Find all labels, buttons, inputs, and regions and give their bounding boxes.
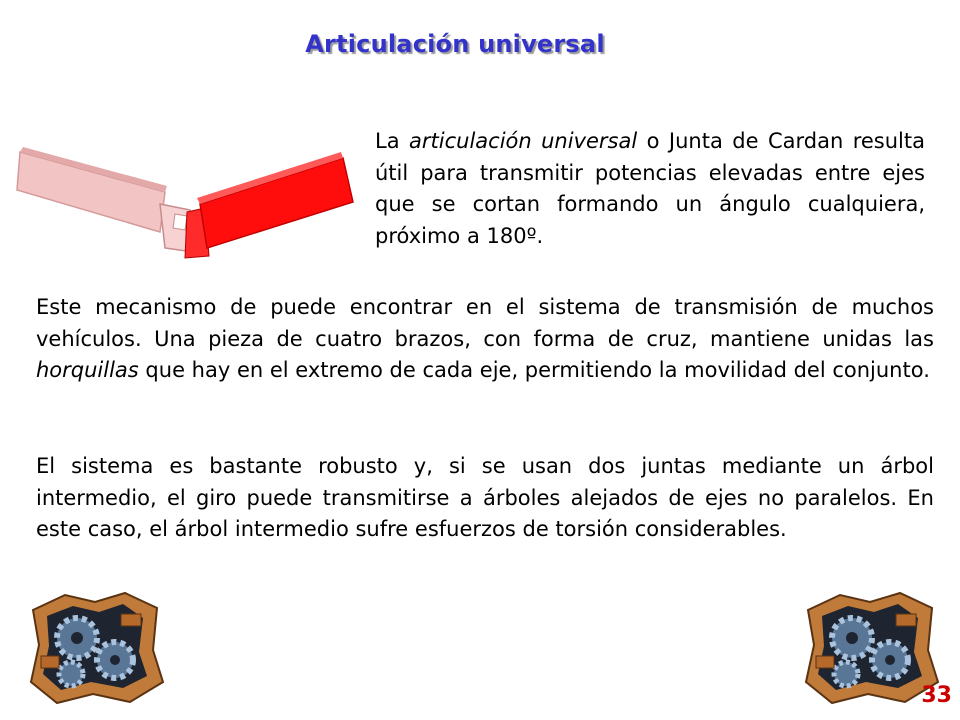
page-number: 33 [921, 683, 952, 708]
system-paragraph: El sistema es bastante robusto y, si se usan dos juntas mediante un árbol intermedio, el giro puede transmitirse a árboles alejados de ejes no paralelos. En este caso, el árbol intermedio sufre esfuerzos de torsión considerables. [36, 454, 934, 541]
page-title: Articulación universal [305, 30, 605, 58]
intro-emphasis: articulación universal [409, 129, 638, 153]
intro-text-end: o Junta de Cardan resulta útil para transmitir potencias elevadas entre ejes que se cortan formando un ángulo cualquiera, próximo a 180º. [375, 129, 925, 248]
mechanism-paragraph [36, 292, 934, 387]
gears-in-broken-wall-icon [25, 590, 165, 705]
mechanism-emphasis: horquillas [36, 358, 139, 382]
universal-joint-illustration [15, 120, 355, 270]
intro-text-start: La [375, 129, 410, 153]
gears-in-broken-wall-icon [800, 590, 940, 705]
mechanism-text-end: que hay en el extremo de cada eje, permitiendo la movilidad del conjunto. [138, 358, 930, 382]
intro-paragraph [375, 126, 925, 252]
mechanism-text-start: Este mecanismo de puede encontrar en el sistema de transmisión de muchos vehículos. Una pieza de cuatro brazos, con forma de cruz, mantiene unidas las [36, 295, 934, 351]
